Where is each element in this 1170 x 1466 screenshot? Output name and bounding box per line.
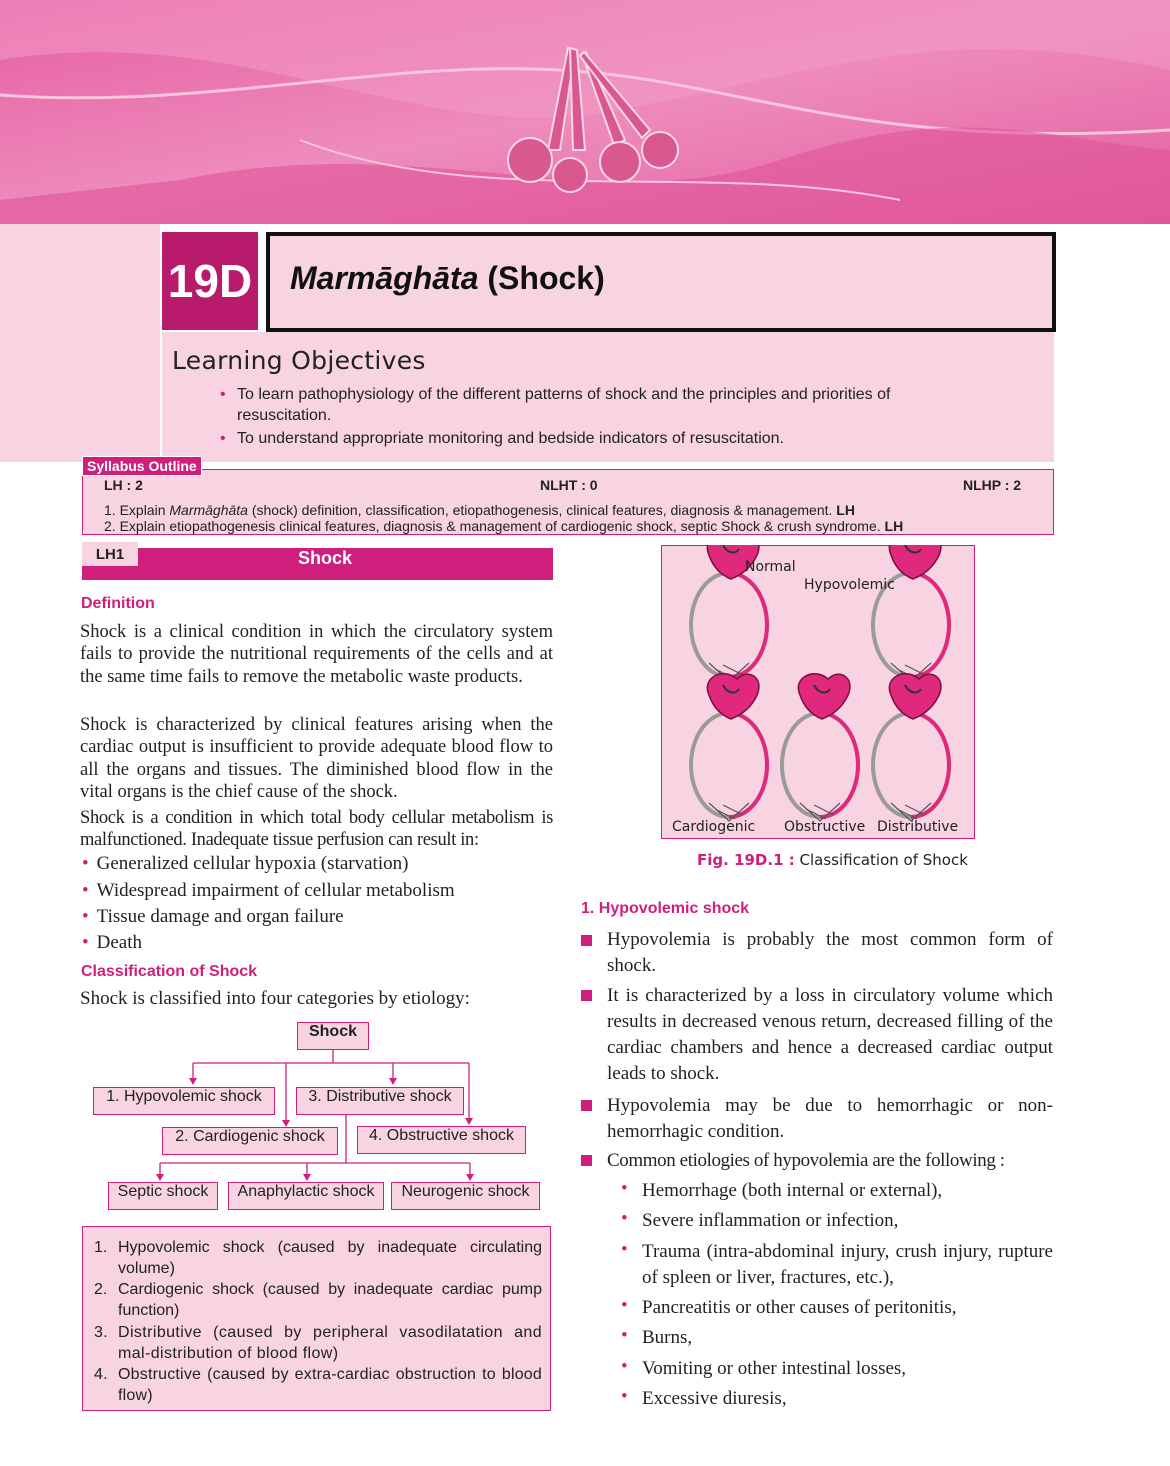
- nlhp-count: NLHP : 2: [963, 477, 1022, 493]
- label-cardiogenic: Cardiogenic: [672, 819, 756, 835]
- definition-paragraph-3: Shock is a condition in which total body cellular metabolism is malfunctioned. Inadequate tissue perfusion can result in:: [80, 808, 553, 851]
- hypovolemic-point: Hypovolemia may be due to hemorrhagic or non-hemorrhagic condition.: [607, 1095, 1053, 1142]
- flow-distributive: 3. Distributive shock: [296, 1087, 464, 1115]
- label-hypovolemic: Hypovolemic: [804, 577, 895, 593]
- bullet-icon: •: [621, 1325, 628, 1346]
- bullet-icon: •: [82, 906, 89, 927]
- result-bullet: • Death: [82, 932, 143, 953]
- label-normal: Normal: [745, 559, 796, 575]
- etiology-item: Excessive diuresis,: [642, 1388, 787, 1409]
- classification-intro: Shock is classified into four categories by etiology:: [80, 988, 470, 1009]
- figure-caption: Fig. 19D.1 : Classification of Shock: [697, 851, 968, 869]
- etiology-item: Trauma (intra-abdominal injury, crush injury, rupture of spleen or liver, fractures, etc.),: [642, 1241, 1053, 1288]
- shock-type-item: 1. Hypovolemic shock (caused by inadequate circulating volume): [94, 1239, 542, 1277]
- chapter-title-rest: (Shock): [478, 260, 605, 296]
- bullet-icon: •: [621, 1295, 628, 1316]
- flow-cardiogenic: 2. Cardiogenic shock: [162, 1127, 338, 1155]
- square-bullet-icon: [581, 1100, 592, 1111]
- etiology-item: Burns,: [642, 1327, 693, 1348]
- bullet-icon: •: [220, 386, 226, 403]
- square-bullet-icon: [581, 1155, 592, 1166]
- bullet-icon: •: [621, 1356, 628, 1377]
- classification-heading: Classification of Shock: [81, 963, 258, 980]
- shock-type-item: 4. Obstructive (caused by extra-cardiac obstruction to blood flow): [94, 1366, 542, 1404]
- hypovolemic-point: It is characterized by a loss in circulatory volume which results in decreased venous return, decreased filling of the cardiac chambers and hence a decreased cardiac output leads to shock.: [607, 985, 1053, 1084]
- square-bullet-icon: [581, 990, 592, 1001]
- section-tag: LH1: [82, 542, 138, 566]
- flow-root-shock: Shock: [297, 1022, 369, 1050]
- learning-objectives-heading: Learning Objectives: [172, 346, 426, 375]
- syllabus-line-1: 1. Explain Marmāghāta (shock) definition, classification, etiopathogenesis, clinical features, diagnosis & management. LH: [104, 502, 855, 518]
- result-bullet: • Widespread impairment of cellular metabolism: [82, 880, 455, 901]
- hypovolemic-circulation-icon: [873, 545, 949, 681]
- label-obstructive: Obstructive: [784, 819, 866, 835]
- flow-anaphylactic: Anaphylactic shock: [228, 1182, 384, 1210]
- nlht-count: NLHT : 0: [540, 477, 598, 493]
- shock-type-item: 2. Cardiogenic shock (caused by inadequate cardiac pump function): [94, 1281, 542, 1319]
- syllabus-tag: Syllabus Outline: [82, 456, 202, 476]
- definition-paragraph-1: Shock is a clinical condition in which the circulatory system fails to provide the nutritional requirements of the cells and at the same time fails to remove the metabolic waste products.: [80, 622, 553, 687]
- bullet-icon: •: [82, 932, 89, 953]
- distributive-circulation-icon: [873, 674, 949, 821]
- definition-heading: Definition: [81, 595, 155, 612]
- flow-obstructive: 4. Obstructive shock: [357, 1126, 526, 1154]
- etiology-item: Severe inflammation or infection,: [642, 1210, 899, 1231]
- flow-septic: Septic shock: [108, 1182, 218, 1210]
- bullet-icon: •: [621, 1386, 628, 1407]
- definition-paragraph-2: Shock is characterized by clinical features arising when the cardiac output is insufficient to provide adequate blood flow to all the organs and tissues. The diminished blood flow in the vital organs is the chief cause of the shock.: [80, 715, 553, 802]
- bullet-icon: •: [621, 1208, 628, 1229]
- etiology-item: Hemorrhage (both internal or external),: [642, 1180, 943, 1201]
- objective-item: • To understand appropriate monitoring and bedside indicators of resuscitation.: [220, 430, 784, 447]
- bullet-icon: •: [82, 853, 89, 874]
- syllabus-line-2: 2. Explain etiopathogenesis clinical features, diagnosis & management of cardiogenic shock, septic Shock & crush syndrome. LH: [104, 518, 904, 534]
- result-bullet: • Generalized cellular hypoxia (starvation): [82, 853, 409, 874]
- etiology-item: Pancreatitis or other causes of peritonitis,: [642, 1297, 957, 1318]
- flow-hypovolemic: 1. Hypovolemic shock: [93, 1087, 275, 1115]
- cardiogenic-circulation-icon: [691, 674, 767, 821]
- obstructive-circulation-icon: [782, 674, 858, 821]
- bullet-icon: •: [220, 430, 226, 447]
- objective-item: • To learn pathophysiology of the different patterns of shock and the principles and priorities of resuscitation.: [220, 386, 891, 424]
- bullet-icon: •: [82, 880, 89, 901]
- hypovolemic-point: Common etiologies of hypovolemia are the following :: [607, 1150, 1005, 1171]
- hypovolemic-heading: 1. Hypovolemic shock: [581, 900, 750, 917]
- label-distributive: Distributive: [877, 819, 959, 835]
- etiology-item: Vomiting or other intestinal losses,: [642, 1358, 907, 1379]
- square-bullet-icon: [581, 935, 592, 946]
- lh-count: LH : 2: [104, 477, 143, 493]
- chapter-title-italic: Marmāghāta: [290, 260, 479, 296]
- hypovolemic-point: Hypovolemia is probably the most common form of shock.: [607, 929, 1053, 976]
- shock-type-item: 3. Distributive (caused by peripheral vasodilatation and mal-distribution of blood flow): [94, 1324, 542, 1362]
- chapter-number: 19D: [162, 232, 258, 330]
- result-bullet: • Tissue damage and organ failure: [82, 906, 344, 927]
- section-title: Shock: [297, 548, 353, 568]
- flow-neurogenic: Neurogenic shock: [391, 1182, 540, 1210]
- bullet-icon: •: [621, 1178, 628, 1199]
- bullet-icon: •: [621, 1239, 628, 1260]
